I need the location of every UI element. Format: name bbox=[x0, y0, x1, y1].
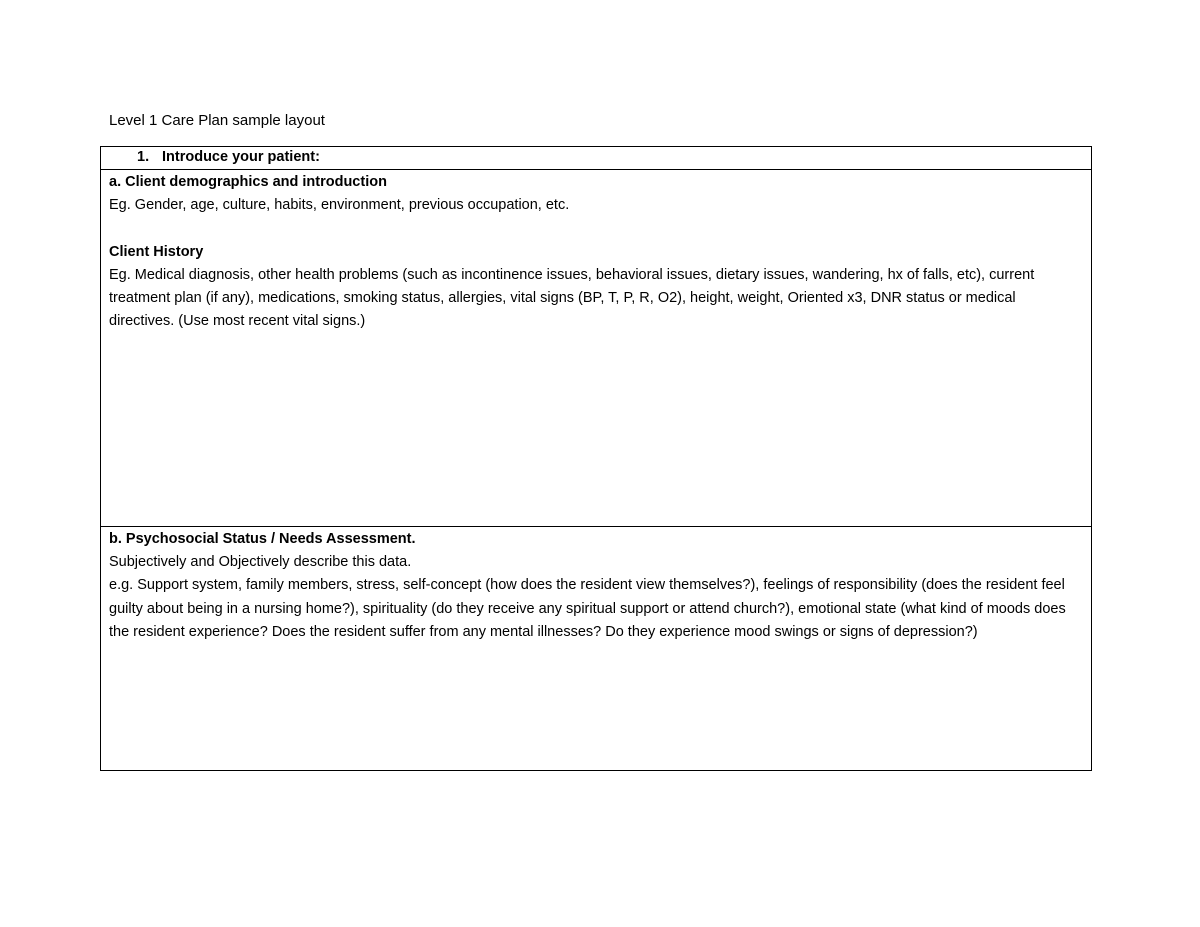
section-title: Introduce your patient: bbox=[162, 149, 320, 165]
psychosocial-subheading: Subjectively and Objectively describe this data. bbox=[109, 554, 412, 571]
demographics-description: Eg. Gender, age, culture, habits, environment, previous occupation, etc. bbox=[109, 197, 570, 214]
demographics-heading: a. Client demographics and introduction bbox=[109, 174, 387, 190]
document-title: Level 1 Care Plan sample layout bbox=[109, 112, 325, 129]
psychosocial-section bbox=[101, 527, 1091, 770]
table-header-row bbox=[101, 147, 1091, 170]
client-history-heading: Client History bbox=[109, 243, 204, 260]
client-demographics-section bbox=[101, 170, 1091, 527]
care-plan-table bbox=[100, 146, 1092, 771]
psychosocial-text: e.g. Support system, family members, stress, self-concept (how does the resident view themselves?), feelings of responsibility (does the resident feel guilty about being in a nursing home?), spirituality (do they receive any spiritual support or attend church?), emotional state (what kind of moods does the resident experience? Does the resident suffer from any mental illnesses? Do they experience mood swings or signs of depression?) bbox=[109, 577, 1066, 640]
client-history-text: Eg. Medical diagnosis, other health problems (such as incontinence issues, behavioral issues, dietary issues, wandering, hx of falls, etc), current treatment plan (if any), medications, smoking status, allergies, vital signs (BP, T, P, R, O2), height, weight, Oriented x3, DNR status or medical directives. (Use most recent vital signs.) bbox=[109, 266, 1035, 330]
section-spacer bbox=[109, 217, 1083, 240]
section-number: 1. bbox=[137, 149, 150, 165]
psychosocial-heading: b. Psychosocial Status / Needs Assessment. bbox=[109, 531, 416, 547]
